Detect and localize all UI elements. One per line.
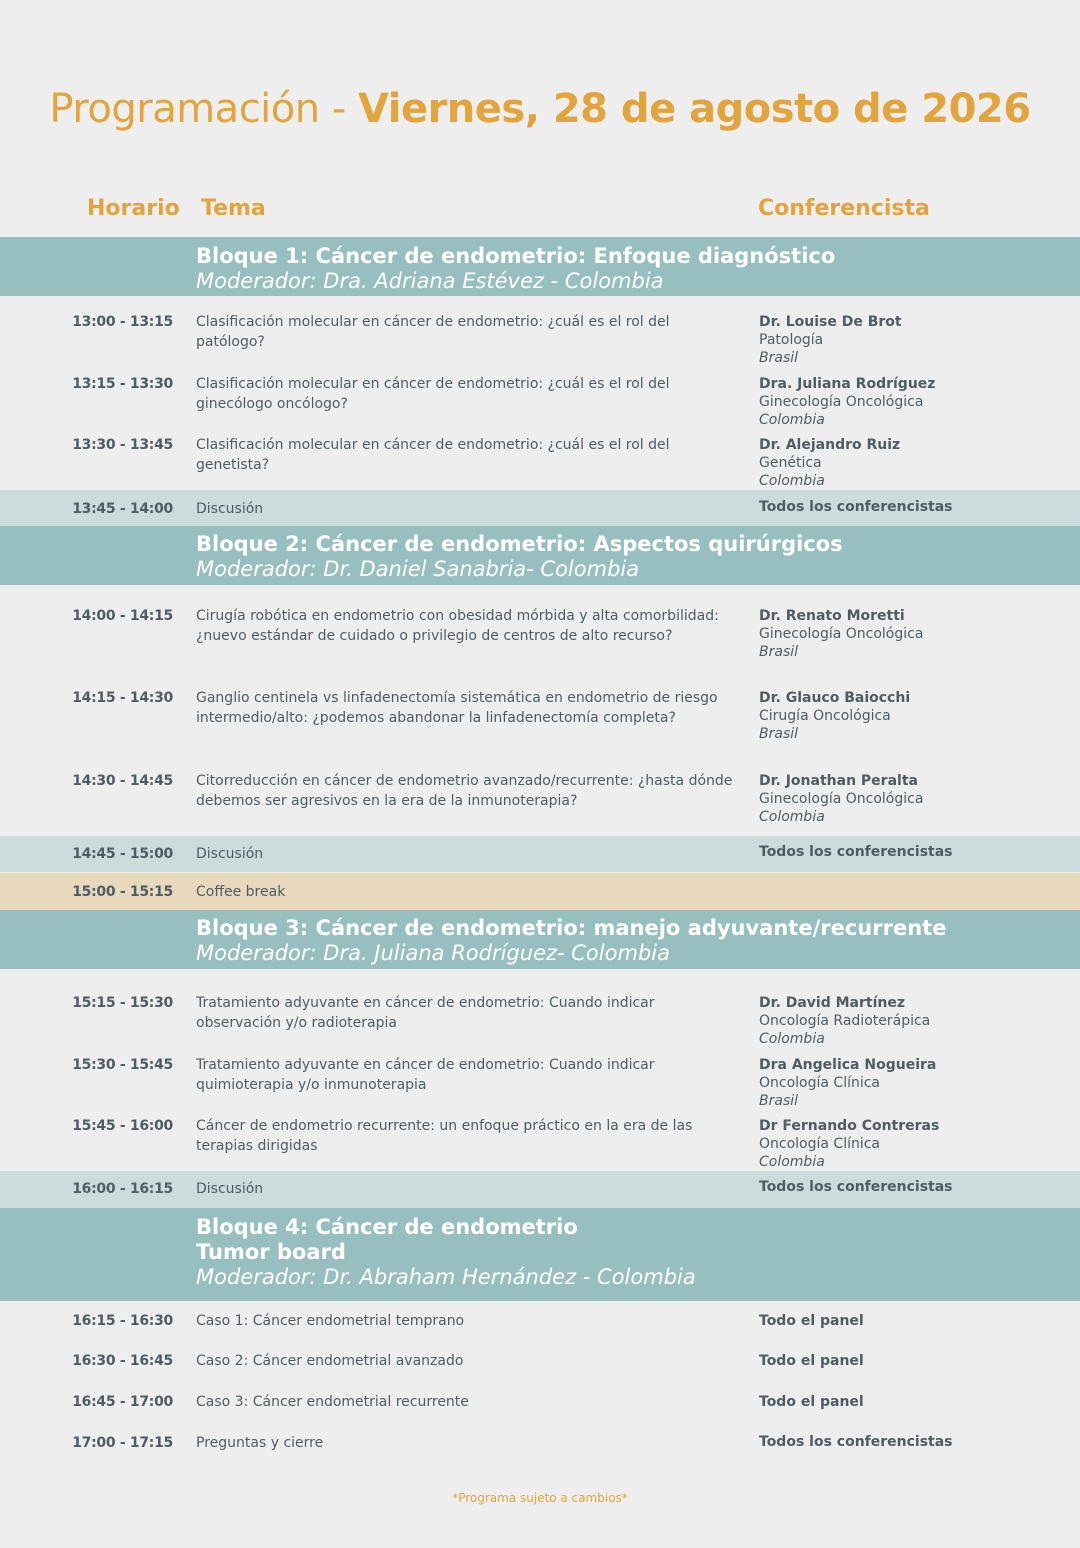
speaker-specialty: Patología bbox=[759, 332, 824, 348]
row-time: 14:30 - 14:45 bbox=[72, 773, 173, 789]
row-speaker bbox=[759, 313, 1069, 367]
row-time: 13:30 - 13:45 bbox=[72, 437, 173, 453]
row-topic: Discusión bbox=[196, 1181, 264, 1197]
speaker-specialty: Oncología Radioterápica bbox=[759, 1013, 931, 1029]
speaker-country: Colombia bbox=[759, 473, 825, 489]
table-row bbox=[0, 1116, 1080, 1170]
discussion-row bbox=[0, 490, 1080, 526]
block-moderator: Moderador: Dr. Abraham Hernández - Colombia bbox=[196, 1265, 696, 1289]
header-conferencista: Conferencista bbox=[758, 196, 930, 221]
speaker-specialty: Oncología Clínica bbox=[759, 1075, 881, 1091]
table-row bbox=[0, 606, 1080, 684]
row-speaker-all: Todos los conferencistas bbox=[759, 1179, 953, 1195]
speaker-name: Dr. Renato Moretti bbox=[759, 608, 905, 624]
table-row bbox=[0, 1433, 1080, 1463]
speaker-country: Colombia bbox=[759, 412, 825, 428]
block-moderator: Moderador: Dr. Daniel Sanabria- Colombia bbox=[196, 557, 640, 581]
row-topic: Clasificación molecular en cáncer de endometrio: ¿cuál es el rol del ginecólogo oncólogo? bbox=[196, 376, 670, 412]
row-speaker-all: Todos los conferencistas bbox=[759, 499, 953, 515]
row-speaker bbox=[759, 1056, 1069, 1110]
table-row bbox=[0, 312, 1080, 372]
speaker-specialty: Oncología Clínica bbox=[759, 1136, 881, 1152]
footnote: *Programa sujeto a cambios* bbox=[452, 1491, 628, 1505]
row-speaker-all: Todos los conferencistas bbox=[759, 844, 953, 860]
table-row bbox=[0, 1351, 1080, 1381]
row-time: 15:45 - 16:00 bbox=[72, 1118, 173, 1134]
title-prefix: Programación - bbox=[49, 86, 358, 132]
row-speaker-all: Todo el panel bbox=[759, 1313, 864, 1329]
row-speaker bbox=[759, 772, 1069, 826]
row-time: 16:00 - 16:15 bbox=[72, 1181, 173, 1197]
speaker-name: Dr. Louise De Brot bbox=[759, 314, 902, 330]
row-time: 17:00 - 17:15 bbox=[72, 1435, 173, 1451]
row-topic: Tratamiento adyuvante en cáncer de endometrio: Cuando indicar observación y/o radioterapia bbox=[196, 995, 655, 1031]
row-speaker bbox=[759, 607, 1069, 661]
row-topic: Ganglio centinela vs linfadenectomía sistemática en endometrio de riesgo intermedio/alto: ¿podemos abandonar la linfadenectomía completa? bbox=[196, 690, 718, 726]
speaker-country: Colombia bbox=[759, 1154, 825, 1170]
speaker-name: Dr. Jonathan Peralta bbox=[759, 773, 918, 789]
row-time: 16:30 - 16:45 bbox=[72, 1353, 173, 1369]
table-row bbox=[0, 1055, 1080, 1115]
speaker-name: Dr. Glauco Baiocchi bbox=[759, 690, 911, 706]
header-horario: Horario bbox=[87, 196, 180, 221]
discussion-row bbox=[0, 1171, 1080, 1208]
block-title: Bloque 4: Cáncer de endometrio bbox=[196, 1215, 578, 1239]
row-time: 14:00 - 14:15 bbox=[72, 608, 173, 624]
row-time: 15:00 - 15:15 bbox=[72, 884, 173, 900]
row-topic: Caso 3: Cáncer endometrial recurrente bbox=[196, 1394, 469, 1410]
row-speaker bbox=[759, 375, 1069, 429]
speaker-country: Colombia bbox=[759, 809, 825, 825]
speaker-name: Dr. David Martínez bbox=[759, 995, 905, 1011]
block-3-banner bbox=[0, 910, 1080, 969]
row-time: 14:45 - 15:00 bbox=[72, 846, 173, 862]
row-topic: Clasificación molecular en cáncer de endometrio: ¿cuál es el rol del patólogo? bbox=[196, 314, 670, 350]
block-title: Bloque 3: Cáncer de endometrio: manejo adyuvante/recurrente bbox=[196, 916, 947, 940]
block-subtitle: Tumor board bbox=[196, 1240, 346, 1264]
speaker-name: Dra Angelica Nogueira bbox=[759, 1057, 937, 1073]
speaker-country: Brasil bbox=[759, 1093, 799, 1109]
row-time: 16:45 - 17:00 bbox=[72, 1394, 173, 1410]
row-time: 13:45 - 14:00 bbox=[72, 501, 173, 517]
speaker-name: Dr Fernando Contreras bbox=[759, 1118, 940, 1134]
row-speaker bbox=[759, 436, 1069, 490]
row-topic: Preguntas y cierre bbox=[196, 1435, 324, 1451]
table-row bbox=[0, 993, 1080, 1053]
table-row bbox=[0, 688, 1080, 766]
row-speaker bbox=[759, 689, 1069, 743]
block-title: Bloque 2: Cáncer de endometrio: Aspectos quirúrgicos bbox=[196, 532, 843, 556]
row-topic: Cirugía robótica en endometrio con obesidad mórbida y alta comorbilidad: ¿nuevo estándar de cuidado o privilegio de centros de alto recurso? bbox=[196, 608, 719, 644]
speaker-country: Brasil bbox=[759, 644, 799, 660]
title-date: Viernes, 28 de agosto de 2026 bbox=[357, 86, 1031, 132]
row-topic: Coffee break bbox=[196, 884, 286, 900]
speaker-specialty: Cirugía Oncológica bbox=[759, 708, 891, 724]
speaker-specialty: Ginecología Oncológica bbox=[759, 626, 924, 642]
row-topic: Caso 1: Cáncer endometrial temprano bbox=[196, 1313, 465, 1329]
row-topic: Caso 2: Cáncer endometrial avanzado bbox=[196, 1353, 464, 1369]
speaker-specialty: Genética bbox=[759, 455, 822, 471]
row-speaker-all: Todos los conferencistas bbox=[759, 1434, 953, 1450]
row-topic: Discusión bbox=[196, 846, 264, 862]
row-speaker bbox=[759, 1117, 1069, 1171]
row-speaker bbox=[759, 994, 1069, 1048]
table-row bbox=[0, 1311, 1080, 1341]
speaker-country: Brasil bbox=[759, 350, 799, 366]
speaker-country: Colombia bbox=[759, 1031, 825, 1047]
header-tema: Tema bbox=[201, 196, 266, 221]
row-speaker-all: Todo el panel bbox=[759, 1353, 864, 1369]
row-speaker-all: Todo el panel bbox=[759, 1394, 864, 1410]
row-topic: Citorreducción en cáncer de endometrio avanzado/recurrente: ¿hasta dónde debemos ser agresivos en la era de la inmunoterapia? bbox=[196, 773, 733, 809]
speaker-country: Brasil bbox=[759, 726, 799, 742]
table-row bbox=[0, 374, 1080, 434]
block-moderator: Moderador: Dra. Juliana Rodríguez- Colombia bbox=[196, 941, 670, 965]
coffee-break-row bbox=[0, 873, 1080, 910]
speaker-specialty: Ginecología Oncológica bbox=[759, 791, 924, 807]
row-topic: Cáncer de endometrio recurrente: un enfoque práctico en la era de las terapias dirigidas bbox=[196, 1118, 693, 1154]
row-topic: Clasificación molecular en cáncer de endometrio: ¿cuál es el rol del genetista? bbox=[196, 437, 670, 473]
row-time: 15:15 - 15:30 bbox=[72, 995, 173, 1011]
discussion-row bbox=[0, 836, 1080, 872]
speaker-name: Dra. Juliana Rodríguez bbox=[759, 376, 936, 392]
row-time: 14:15 - 14:30 bbox=[72, 690, 173, 706]
table-row bbox=[0, 1392, 1080, 1422]
table-row bbox=[0, 435, 1080, 489]
block-2-banner bbox=[0, 526, 1080, 585]
block-1-banner bbox=[0, 237, 1080, 296]
speaker-specialty: Ginecología Oncológica bbox=[759, 394, 924, 410]
row-time: 13:15 - 13:30 bbox=[72, 376, 173, 392]
block-4-banner bbox=[0, 1208, 1080, 1301]
page-title bbox=[0, 86, 1080, 132]
table-row bbox=[0, 771, 1080, 831]
row-topic: Discusión bbox=[196, 501, 264, 517]
row-time: 16:15 - 16:30 bbox=[72, 1313, 173, 1329]
block-title: Bloque 1: Cáncer de endometrio: Enfoque diagnóstico bbox=[196, 244, 836, 268]
block-moderator: Moderador: Dra. Adriana Estévez - Colombia bbox=[196, 269, 664, 293]
row-time: 15:30 - 15:45 bbox=[72, 1057, 173, 1073]
speaker-name: Dr. Alejandro Ruiz bbox=[759, 437, 901, 453]
row-time: 13:00 - 13:15 bbox=[72, 314, 173, 330]
row-topic: Tratamiento adyuvante en cáncer de endometrio: Cuando indicar quimioterapia y/o inmunoterapia bbox=[196, 1057, 655, 1093]
